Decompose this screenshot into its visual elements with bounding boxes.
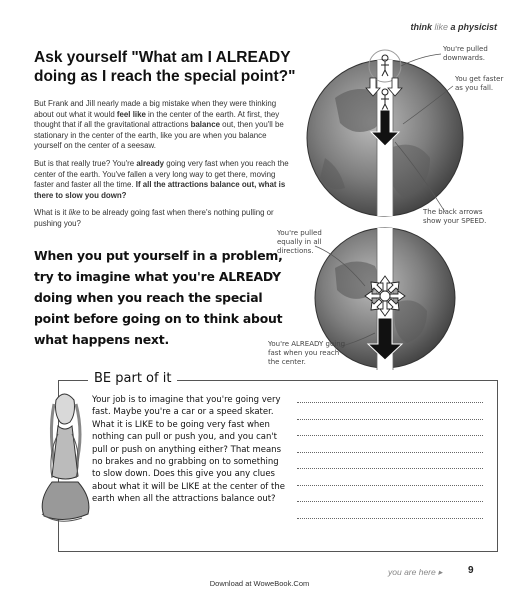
running-header: think like a physicist	[410, 22, 497, 32]
annotation-black-arrows: The black arrows show your SPEED.	[423, 208, 487, 225]
handwritten-tip: When you put yourself in a problem, try to imagine what you're ALREADY doing when you reach the special point before going on to think about what happens next.	[34, 248, 283, 347]
annotation-get-faster: You get faster as you fall.	[455, 75, 504, 92]
answer-line[interactable]	[297, 435, 483, 436]
answer-line[interactable]	[297, 501, 483, 502]
answer-line[interactable]	[297, 419, 483, 420]
body-paragraph-3: What is it like to be already going fast when there's nothing pulling or pushing you?	[34, 208, 274, 228]
annotation-pulled-down: You're pulled downwards.	[443, 45, 488, 62]
page-title: Ask yourself "What am I ALREADY doing as I reach the special point?"	[34, 49, 296, 85]
girl-illustration	[32, 386, 94, 546]
body-paragraph-2: But is that really true? You're already going very fast when you reach the center of the earth. You've fallen a very long way to get there, moving faster and faster all the time. If all the attractions balance out, what is there to slow you down?	[34, 159, 289, 200]
you-are-here-link[interactable]: you are here ▸	[388, 567, 443, 577]
be-part-of-it-title: BE part of it	[88, 371, 177, 386]
answer-line[interactable]	[297, 468, 483, 469]
answer-line[interactable]	[297, 518, 483, 519]
body-paragraph-1: But Frank and Jill nearly made a big mistake when they were thinking about out what it would feel like in the center of the earth. At first, they thought that if all the gravitational attractions balance out, then you'll be stationary in the center of the earth, like you are when you balance yourself on the center of a seesaw.	[34, 99, 284, 151]
be-part-of-it-text: Your job is to imagine that you're going very fast. Maybe you're a car or a speed skater. What it is LIKE to be going very fast when nothing can pull or push you, and you can't pull or push on anything either? That means no brakes and no grabbing on to something to slow down. Does this give you any clues about what it will be LIKE at the center of the earth when all the attractions balance out?	[92, 395, 285, 505]
equal-pull-burst-icon	[365, 276, 405, 316]
answer-line[interactable]	[297, 485, 483, 486]
answer-line[interactable]	[297, 452, 483, 453]
download-credit: Download at WoweBook.Com	[209, 579, 310, 588]
answer-lines[interactable]	[297, 402, 483, 534]
annotation-pulled-equally: You're pulled equally in all directions.	[277, 229, 322, 255]
answer-line[interactable]	[297, 402, 483, 403]
annotation-already-fast: You're ALREADY going fast when you reach the center.	[268, 340, 346, 366]
page-number: 9	[468, 565, 474, 576]
